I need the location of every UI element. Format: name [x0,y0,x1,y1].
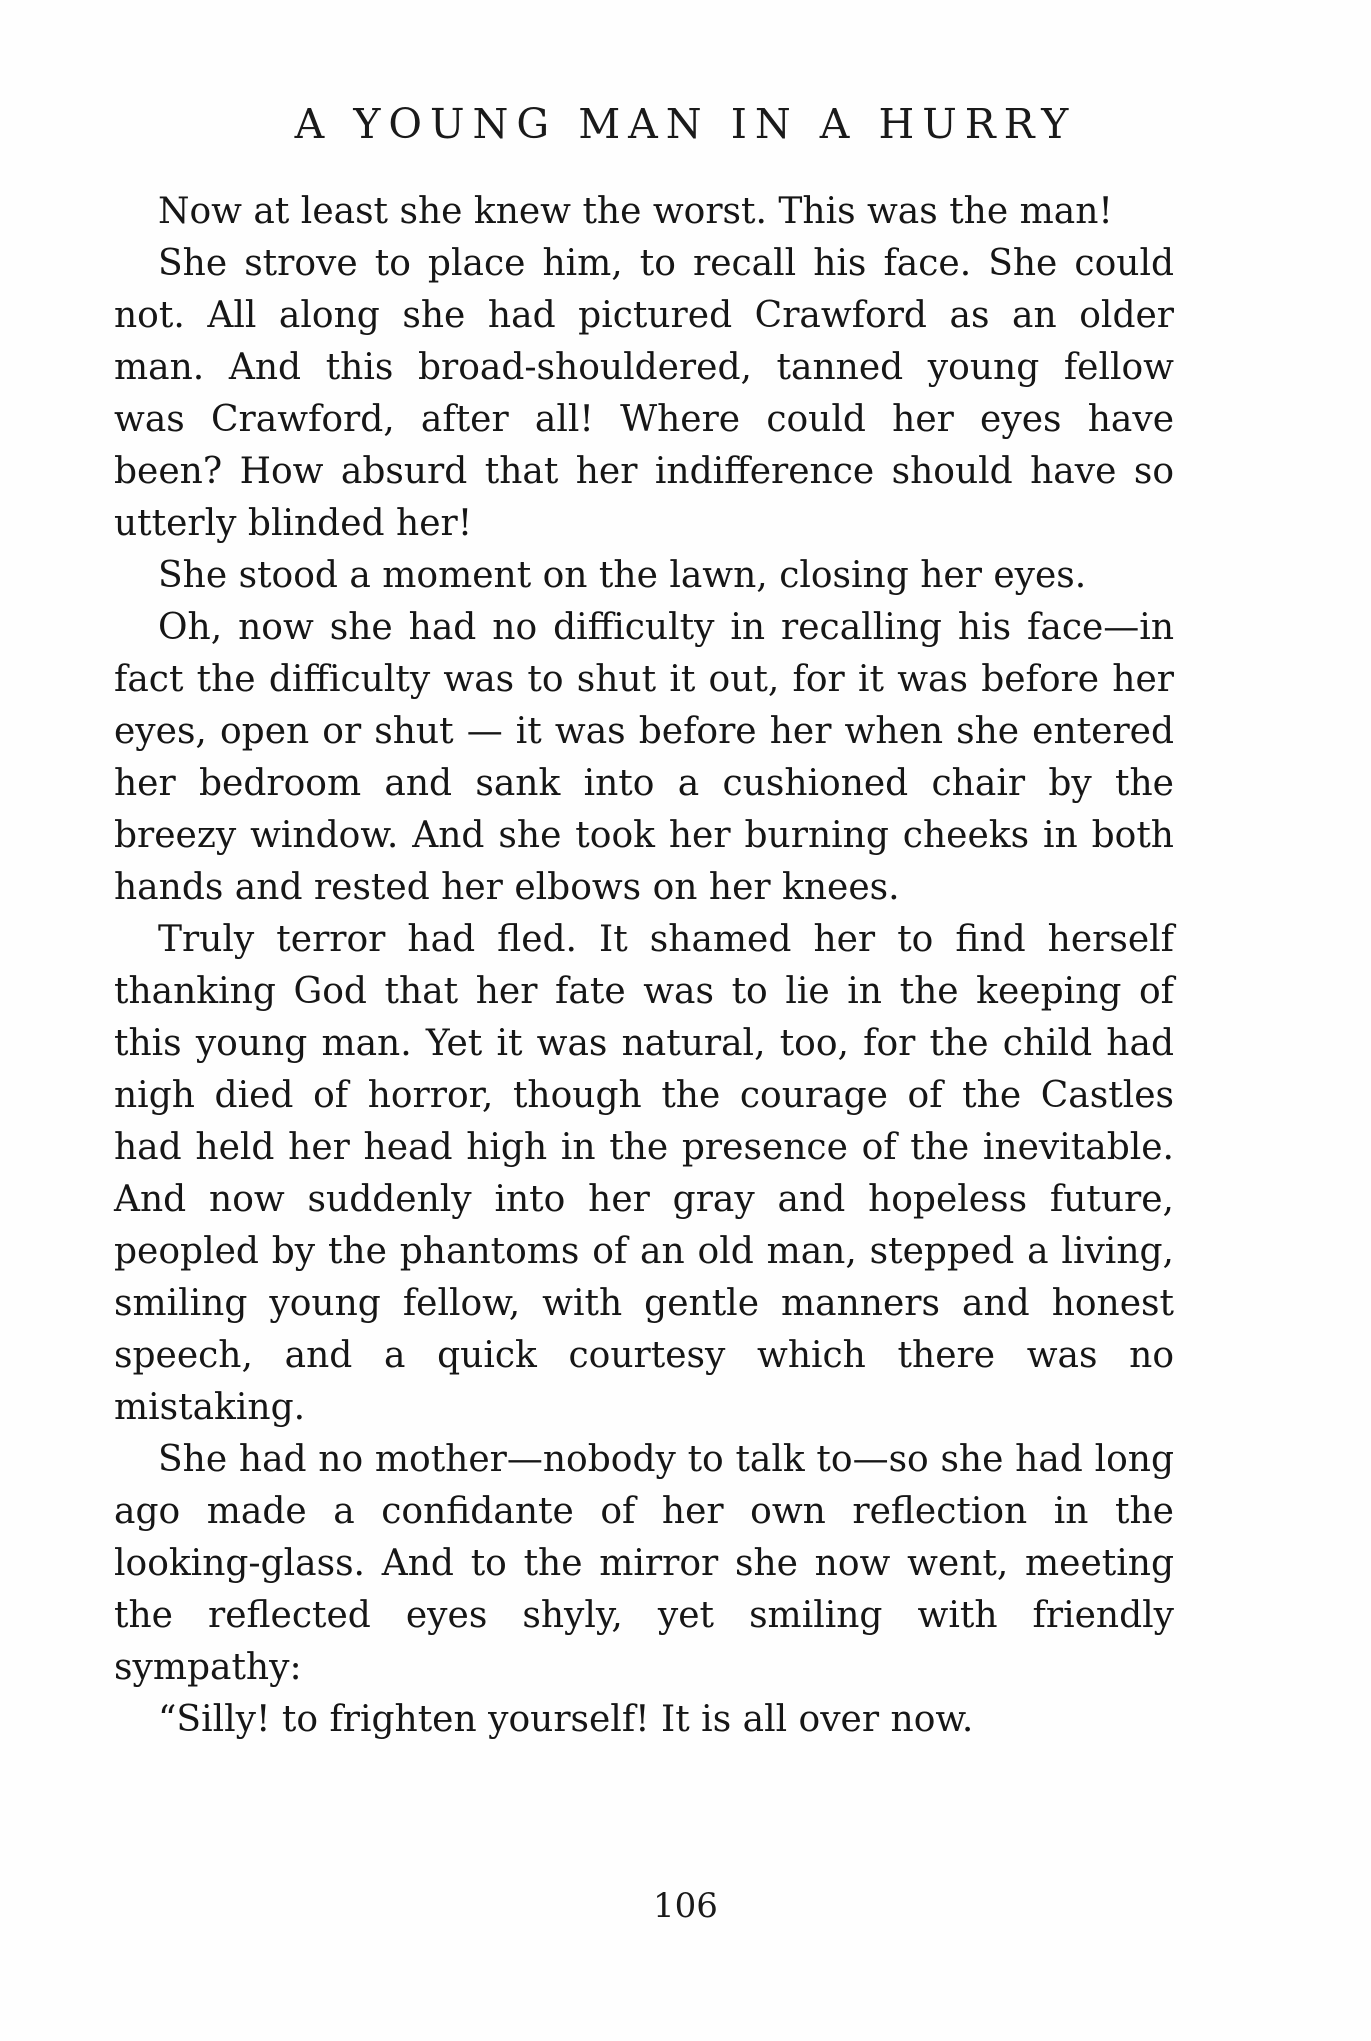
paragraph-5: Truly terror had fled. It shamed her to find herself thanking God that her fate was to lie in the keeping of this young man. Yet it was natural, too, for the child had nigh died of horror, though the courage of the Castles had held her head high in the presence of the inevitable. And now suddenly into her gray and hopeless future, peopled by the phantoms of an old man, stepped a living, smiling young fellow, with gentle manners and honest speech, and a quick courtesy which there was no mistaking. [114,919,1174,1428]
paragraph-1: Now at least she knew the worst. This was the man! [158,191,1113,232]
body-text [114,186,1174,1746]
paragraph-4: Oh, now she had no difficulty in recalling his face—in fact the difficulty was to shut it out, for it was before her eyes, open or shut — it was before her when she entered her bedroom and sank into a cushioned chair by the breezy window. And she took her burning cheeks in both hands and rested her elbows on her knees. [114,607,1174,908]
running-head: A YOUNG MAN IN A HURRY [294,100,1077,148]
paragraph-3: She stood a moment on the lawn, closing her eyes. [158,555,1087,596]
paragraph-7: “Silly! to frighten yourself! It is all over now. [158,1699,974,1740]
paragraph-6: She had no mother—nobody to talk to—so she had long ago made a confidante of her own reflection in the looking-glass. And to the mirror she now went, meeting the reflected eyes shyly, yet smiling with friendly sympathy: [114,1439,1174,1688]
page-number: 106 [653,1886,718,1926]
paragraph-2: She strove to place him, to recall his face. She could not. All along she had pictured Crawford as an older man. And this broad-shouldered, tanned young fellow was Crawford, after all! Where could her eyes have been? How absurd that her indifference should have so utterly blinded her! [114,243,1174,544]
